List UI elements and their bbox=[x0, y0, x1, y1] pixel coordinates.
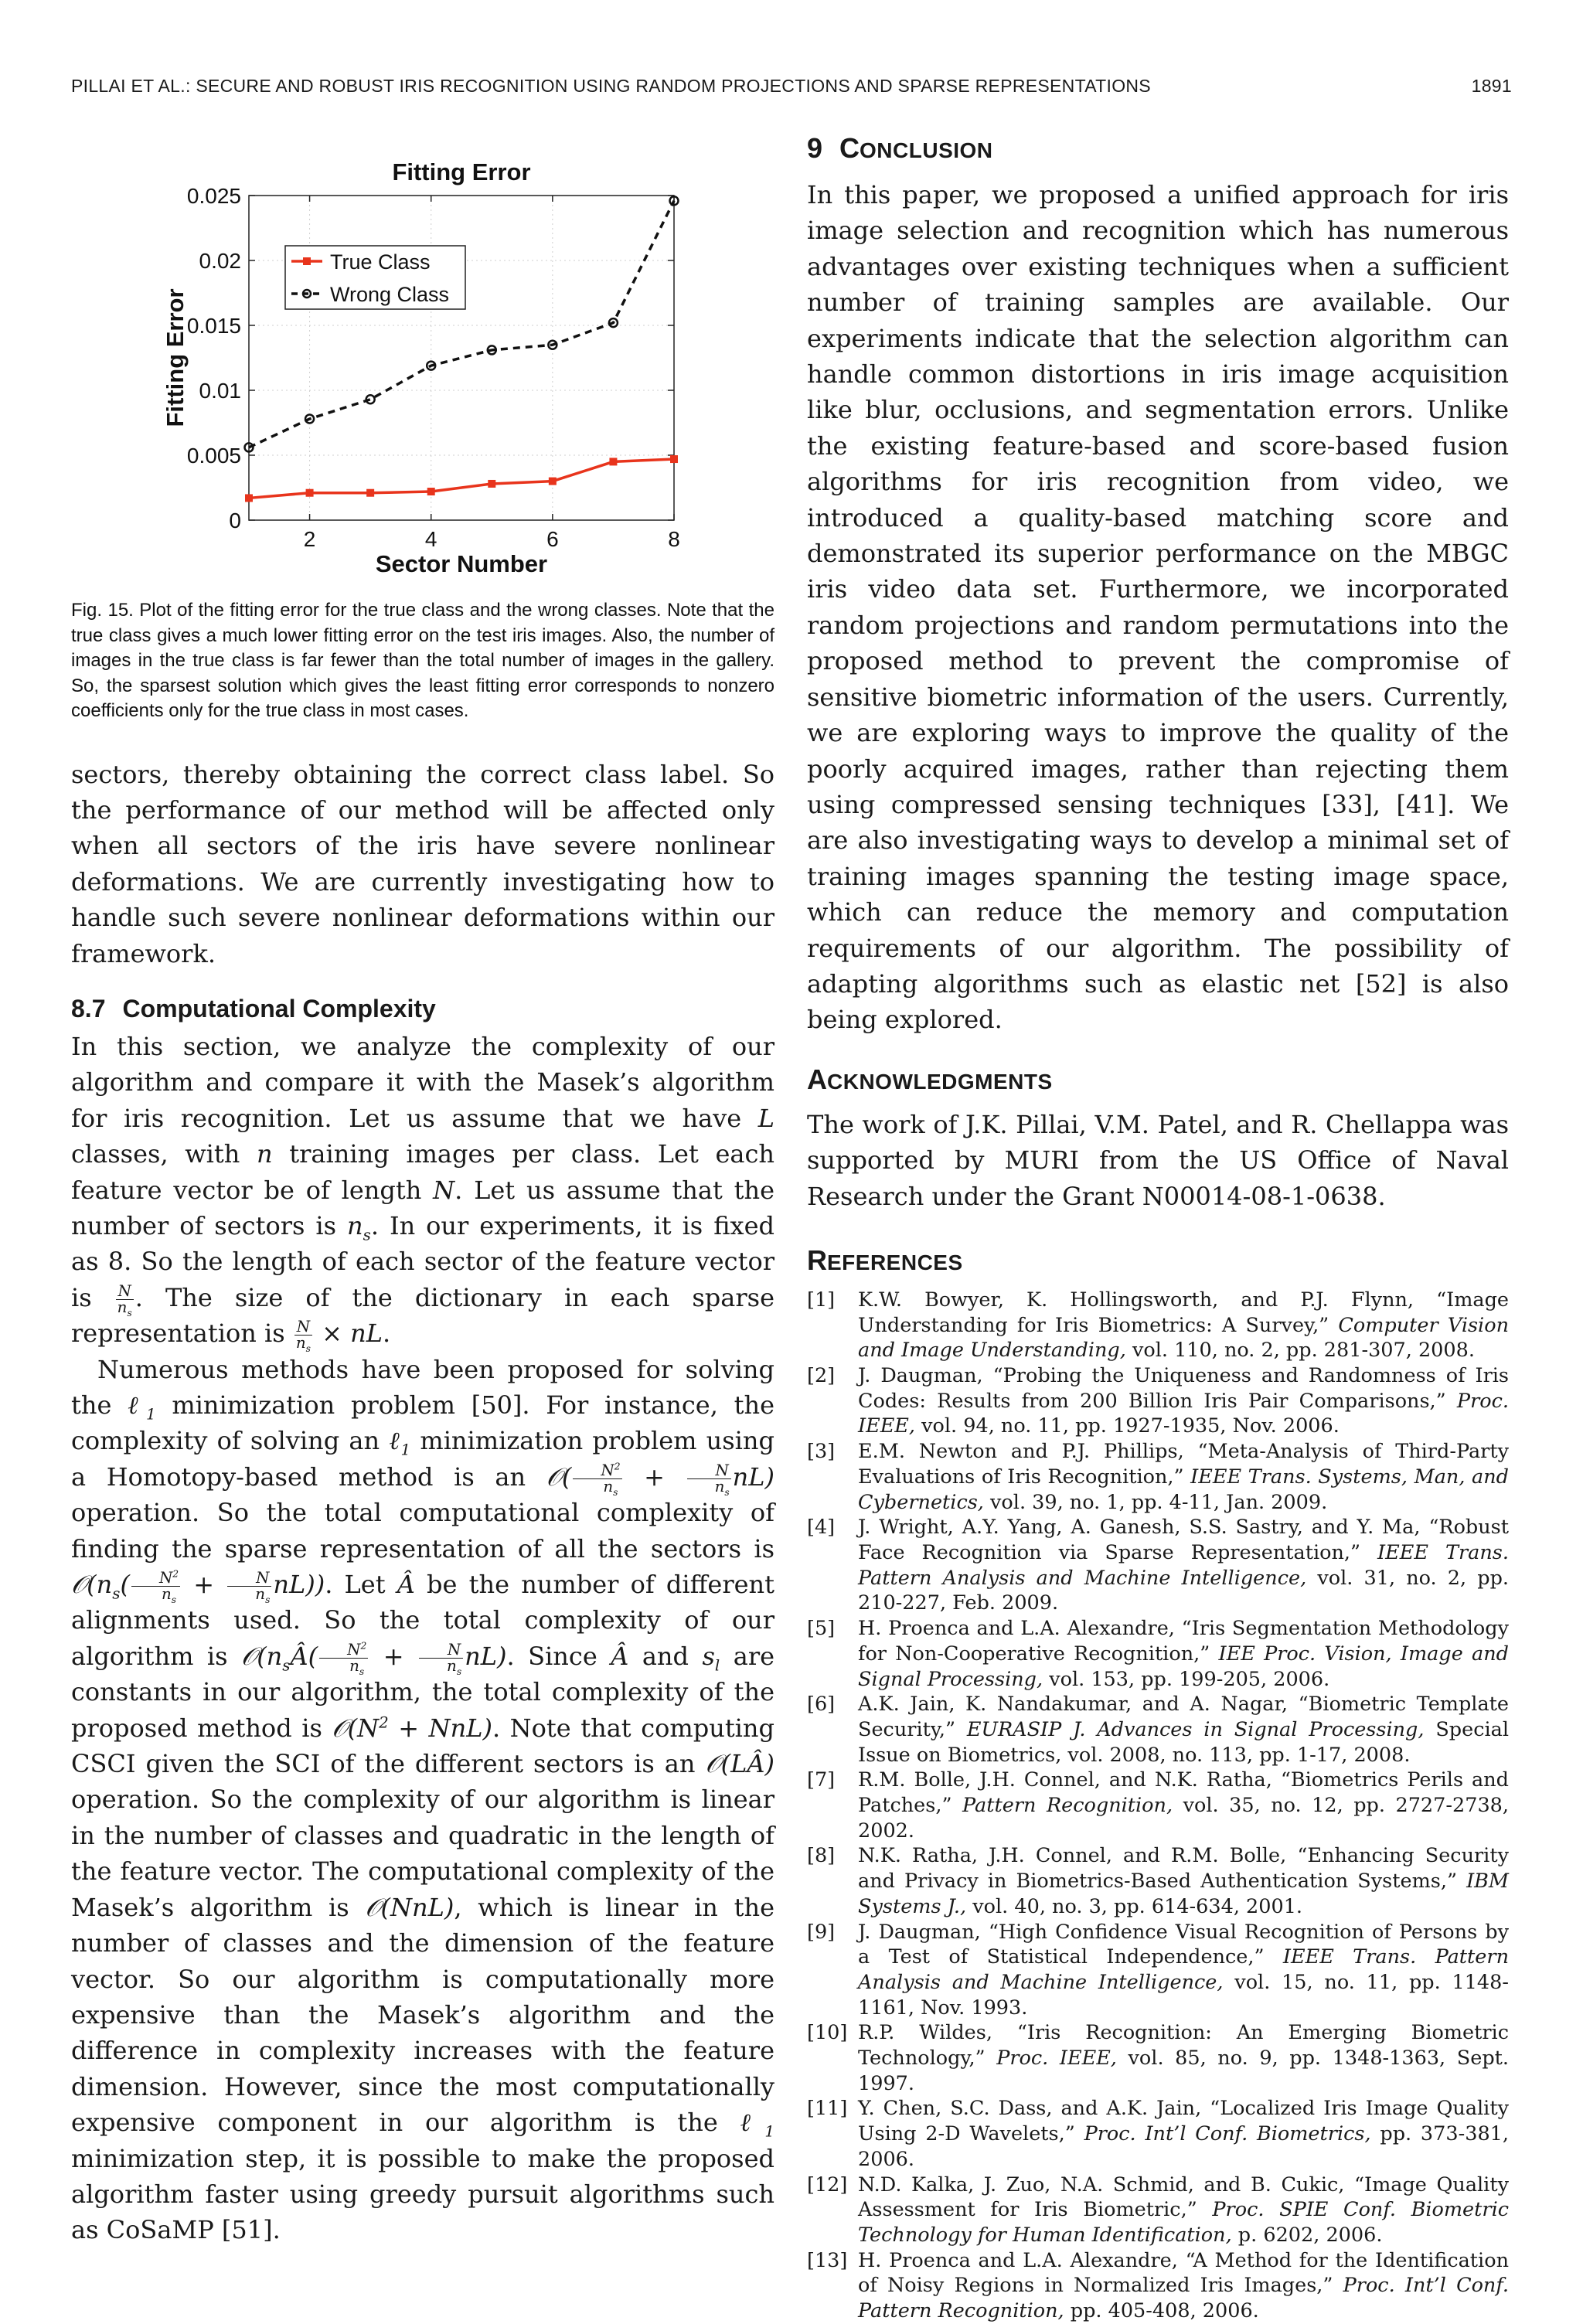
running-title: PILLAI ET AL.: SECURE AND ROBUST IRIS RECOGNITION USING RANDOM PROJECTIONS AND SPARSE REPRESENTATIONS bbox=[71, 76, 1151, 96]
reference-venue: Pattern Recognition, bbox=[962, 1794, 1173, 1818]
y-tick-label: 0 bbox=[229, 509, 241, 533]
reference-number: [9] bbox=[807, 1920, 836, 1944]
reference-item bbox=[807, 2096, 1509, 2172]
reference-number: [4] bbox=[807, 1516, 836, 1540]
reference-item bbox=[807, 1843, 1509, 1919]
reference-authors-title: K.W. Bowyer, K. Hollingsworth, and P.J. Flynn, “Image Understanding for Iris Biometrics: A Survey,” bbox=[858, 1288, 1509, 1337]
reference-details: vol. 15, no. 11, pp. 1148-1161, Nov. 1993. bbox=[858, 1970, 1509, 2019]
fitting-error-chart bbox=[71, 147, 774, 587]
reference-venue: Proc. IEEE, bbox=[858, 1389, 1509, 1438]
x-tick-label: 2 bbox=[303, 527, 316, 551]
reference-venue: Proc. Int’l Conf. Pattern Recognition, bbox=[858, 2274, 1509, 2323]
reference-number: [7] bbox=[807, 1768, 836, 1792]
reference-authors-title: R.P. Wildes, “Iris Recognition: An Emerging Biometric Technology,” bbox=[858, 2021, 1509, 2071]
data-point bbox=[366, 489, 374, 497]
reference-venue: IEEE Trans. Systems, Man, and Cybernetics, bbox=[858, 1465, 1509, 1514]
continuation-paragraph: sectors, thereby obtaining the correct class label. So the performance of our method will be affected only when all sectors of the iris have severe nonlinear deformations. We are currently investigating how to handle such severe nonlinear deformations within our framework. bbox=[71, 759, 774, 968]
reference-authors-title: A.K. Jain, K. Nandakumar, and A. Nagar, “Biometric Template Security,” bbox=[858, 1693, 1509, 1741]
y-axis-label: Fitting Error bbox=[162, 288, 189, 427]
reference-venue: Proc. Int’l Conf. Biometrics, bbox=[1084, 2122, 1371, 2146]
x-tick-label: 8 bbox=[668, 527, 680, 551]
data-point bbox=[670, 455, 678, 463]
reference-venue: IEEE Trans. Pattern Analysis and Machine Intelligence, bbox=[858, 1945, 1509, 1994]
reference-authors-title: E.M. Newton and P.J. Phillips, “Meta-Analysis of Third-Party Evaluations of Iris Recognition,” bbox=[858, 1440, 1509, 1489]
reference-item bbox=[807, 1920, 1509, 2021]
reference-details: vol. 40, no. 3, pp. 614-634, 2001. bbox=[966, 1894, 1303, 1918]
acknowledgments-text: The work of J.K. Pillai, V.M. Patel, and R. Chellappa was supported by MURI from the US Office of Naval Research under the Grant N00014-08-1-0638. bbox=[807, 1109, 1509, 1211]
reference-number: [3] bbox=[807, 1440, 836, 1464]
reference-item bbox=[807, 1768, 1509, 1843]
reference-number: [5] bbox=[807, 1617, 836, 1641]
legend-marker bbox=[303, 257, 311, 265]
reference-list bbox=[807, 1288, 1509, 2324]
section-heading-8-7 bbox=[71, 993, 774, 1024]
reference-venue: Proc. SPIE Conf. Biometric Technology for Human Identification, bbox=[858, 2198, 1510, 2247]
reference-venue: Computer Vision and Image Understanding, bbox=[858, 1313, 1509, 1363]
conclusion-heading: 9 CONCLUSION bbox=[807, 132, 993, 164]
reference-venue: IEE Proc. Vision, Image and Signal Processing, bbox=[858, 1642, 1509, 1691]
section-title: Computational Complexity bbox=[122, 994, 436, 1022]
x-tick-label: 6 bbox=[546, 527, 559, 551]
reference-authors-title: H. Proenca and L.A. Alexandre, “A Method for the Identification of Noisy Regions in Normalized Iris Images,” bbox=[858, 2248, 1509, 2298]
chart-title: Fitting Error bbox=[392, 158, 531, 185]
reference-details: vol. 31, no. 2, pp. 210-227, Feb. 2009. bbox=[858, 1566, 1509, 1615]
reference-item bbox=[807, 2173, 1509, 2248]
page-number: 1891 bbox=[1471, 76, 1512, 96]
reference-details: vol. 39, no. 1, pp. 4-11, Jan. 2009. bbox=[983, 1490, 1328, 1514]
data-point bbox=[549, 478, 557, 485]
reference-item bbox=[807, 1616, 1509, 1692]
complexity-paragraph-1: In this section, we analyze the complexity of our algorithm and compare it with the Masek’s algorithm for iris recognition. Let us assume that we have L classes, with n training images per class. Let each feature vector be of length N. Let us assume that the number of sectors is $n_s$. In our experiments, it is fixed as 8. So the length of each sector of the feature vector is $\frac{N}{n_s}$ . The size of the dictionary in each sparse representation is $\frac{N}{n_s}$ × nL. bbox=[71, 1031, 775, 1355]
reference-number: [10] bbox=[807, 2021, 848, 2045]
reference-item bbox=[807, 1363, 1509, 1439]
data-point bbox=[427, 488, 435, 495]
figure-15 bbox=[71, 147, 774, 587]
reference-number: [1] bbox=[807, 1288, 836, 1312]
left-column bbox=[71, 147, 774, 2248]
reference-details: vol. 153, pp. 199-205, 2006. bbox=[1043, 1667, 1330, 1691]
reference-details: pp. 405-408, 2006. bbox=[1064, 2299, 1259, 2323]
x-axis-label: Sector Number bbox=[375, 550, 548, 577]
reference-details: pp. 373-381, 2006. bbox=[858, 2122, 1509, 2171]
reference-details: vol. 110, no. 2, pp. 281-307, 2008. bbox=[1125, 1339, 1475, 1363]
reference-details: vol. 35, no. 12, pp. 2727-2738, 2002. bbox=[858, 1794, 1509, 1843]
reference-authors-title: N.K. Ratha, J.H. Connel, and R.M. Bolle, “Enhancing Security and Privacy in Biometrics-Based Authentication Systems,” bbox=[858, 1844, 1509, 1894]
acknowledgments-heading: ACKNOWLEDGMENTS bbox=[807, 1063, 1053, 1095]
reference-venue: IEEE Trans. Pattern Analysis and Machine Intelligence, bbox=[858, 1541, 1509, 1590]
reference-details: p. 6202, 2006. bbox=[1231, 2223, 1383, 2247]
data-point bbox=[306, 489, 314, 497]
section-number: 8.7 bbox=[71, 994, 106, 1022]
figure-caption: Fig. 15. Plot of the fitting error for the true class and the wrong classes. Note that the true class gives a much lower fitting error on the test iris images. Also, the number of images in the true class is far fewer than the total number of images in the gallery. So, the sparsest solution which gives the least fitting error corresponds to nonzero coefficients only for the true class in most cases. bbox=[71, 600, 774, 721]
reference-venue: EURASIP J. Advances in Signal Processing, bbox=[966, 1717, 1425, 1741]
reference-details: Special Issue on Biometrics, vol. 2008, no. 113, pp. 1-17, 2008. bbox=[858, 1717, 1509, 1767]
reference-details: vol. 94, no. 11, pp. 1927-1935, Nov. 2006. bbox=[915, 1414, 1340, 1438]
reference-number: [13] bbox=[807, 2248, 848, 2272]
reference-venue: Proc. IEEE, bbox=[996, 2047, 1117, 2071]
reference-item bbox=[807, 1515, 1509, 1616]
reference-number: [8] bbox=[807, 1844, 836, 1868]
running-head bbox=[71, 76, 1512, 102]
reference-venue: IBM Systems J., bbox=[858, 1870, 1509, 1918]
reference-item bbox=[807, 1692, 1509, 1768]
reference-number: [2] bbox=[807, 1364, 836, 1388]
reference-authors-title: J. Daugman, “Probing the Uniqueness and Randomness of Iris Codes: Results from 200 Billion Iris Pair Comparisons,” bbox=[858, 1364, 1509, 1413]
references-heading: REFERENCES bbox=[807, 1244, 963, 1276]
y-tick-label: 0.02 bbox=[199, 249, 241, 273]
reference-number: [12] bbox=[807, 2173, 848, 2196]
reference-authors-title: R.M. Bolle, J.H. Connel, and N.K. Ratha, “Biometrics Perils and Patches,” bbox=[858, 1768, 1509, 1818]
x-tick-label: 4 bbox=[424, 527, 437, 551]
data-point bbox=[609, 458, 617, 465]
right-column bbox=[807, 133, 1509, 2324]
legend-label: Wrong Class bbox=[330, 283, 450, 306]
legend-label: True Class bbox=[330, 250, 431, 274]
reference-authors-title: J. Wright, A.Y. Yang, A. Ganesh, S.S. Sastry, and Y. Ma, “Robust Face Recognition via Sparse Representation,” bbox=[858, 1516, 1509, 1564]
reference-authors-title: Y. Chen, S.C. Dass, and A.K. Jain, “Localized Iris Image Quality Using 2-D Wavelets,” bbox=[858, 2097, 1509, 2146]
reference-item bbox=[807, 2020, 1509, 2096]
y-tick-label: 0.015 bbox=[186, 314, 241, 338]
y-tick-label: 0.005 bbox=[186, 444, 241, 468]
y-tick-label: 0.01 bbox=[199, 379, 241, 403]
reference-details: vol. 85, no. 9, pp. 1348-1363, Sept. 1997. bbox=[858, 2047, 1509, 2095]
conclusion-text: In this paper, we proposed a unified approach for iris image selection and recognition which has numerous advantages over existing techniques when a sufficient number of training samples are available. Our experiments indicate that the selection algorithm can handle common distortions in iris image acquisition like blur, occlusions, and segmentation errors. Unlike the existing feature-based and score-based fusion algorithms for iris recognition from video, we introduced a quality-based matching score and demonstrated its superior performance on the MBGC iris video data set. Furthermore, we incorporated random projections and random permutations into the proposed method to prevent the compromise of sensitive biometric information of the users. Currently, we are exploring ways to improve the quality of the poorly acquired images, rather than rejecting them using compressed sensing techniques [33], [41]. We are also investigating ways to develop a minimal set of training images spanning the testing image space, which can reduce the memory and computation requirements of our algorithm. The possibility of adapting algorithms such as elastic net [52] is also being explored. bbox=[807, 180, 1509, 1035]
reference-authors-title: H. Proenca and L.A. Alexandre, “Iris Segmentation Methodology for Non-Cooperative Recognition,” bbox=[858, 1617, 1509, 1666]
reference-authors-title: J. Daugman, “High Confidence Visual Recognition of Persons by a Test of Statistical Independence,” bbox=[858, 1920, 1509, 1969]
data-point bbox=[245, 494, 253, 502]
reference-number: [6] bbox=[807, 1693, 836, 1717]
y-tick-label: 0.025 bbox=[186, 184, 241, 208]
reference-item bbox=[807, 2248, 1509, 2324]
plot-frame bbox=[249, 196, 674, 520]
reference-item bbox=[807, 1288, 1509, 1363]
reference-number: [11] bbox=[807, 2097, 848, 2121]
complexity-paragraph-2: Numerous methods have been proposed for solving the ℓ$_1$ minimization problem [50]. For instance, the complexity of solving an ℓ$_1$ minimization problem using a Homotopy-based method is an 𝒪( $\frac{N^2}{n_s}$ + $\frac{N}{n_s}$ nL) operation. So the total computational complexity of finding the sparse representation of all the sectors is $𝒪(n_s$( $\frac{N^2}{n_s}$ + $\frac{N}{n_s}$ nL)). Let Â be the number of different alignments used. So the total complexity of our algorithm is $𝒪(n_sÂ$( $\frac{N^2}{n_s}$ + $\frac{N}{n_s}$ nL). Since Â and $s_l$ are constants in our algorithm, the total complexity of the proposed method is $𝒪(N^2 + NnL)$. Note that computing CSCI given the SCI of the different sectors is an 𝒪(LÂ) operation. So the complexity of our algorithm is linear in the number of classes and quadratic in the length of the feature vector. The computational complexity of the Masek’s algorithm is 𝒪(NnL), which is linear in the number of classes and the dimension of the feature vector. So our algorithm is computationally more expensive than the Masek’s algorithm and the difference in complexity increases with the feature dimension. However, since the most computationally expensive component in our algorithm is the ℓ$_1$ minimization step, it is possible to make the proposed algorithm faster using greedy pursuit algorithms such as CoSaMP [51]. bbox=[71, 1354, 775, 2245]
reference-item bbox=[807, 1439, 1509, 1515]
data-point bbox=[488, 480, 495, 488]
reference-authors-title: N.D. Kalka, J. Zuo, N.A. Schmid, and B. Cukic, “Image Quality Assessment for Iris Biometric,” bbox=[858, 2173, 1509, 2222]
